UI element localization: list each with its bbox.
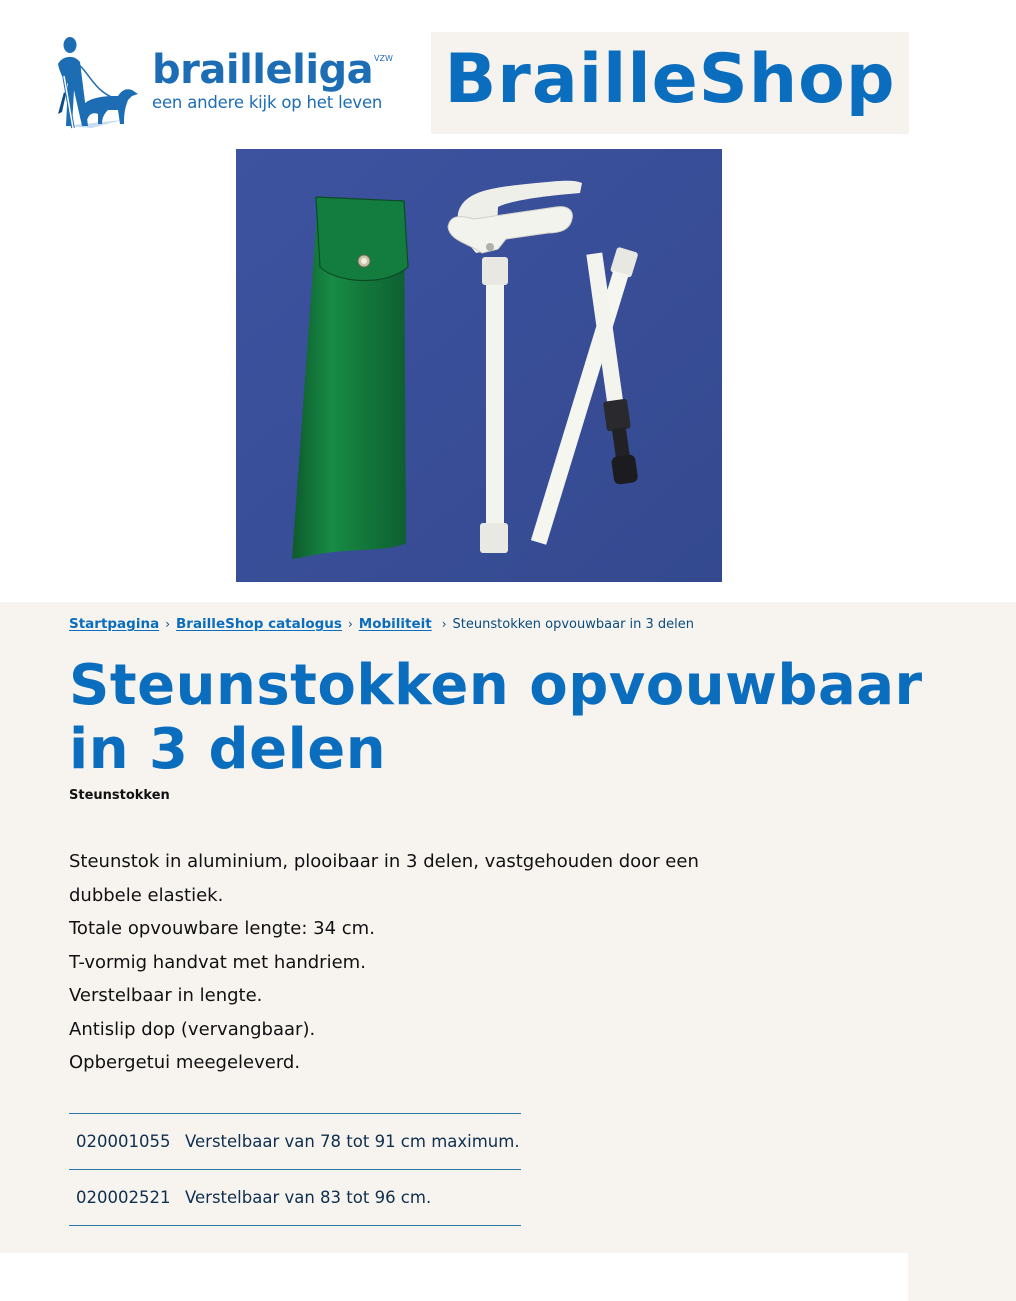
- page-header: [0, 0, 1016, 602]
- breadcrumb-startpagina[interactable]: Startpagina: [69, 616, 160, 632]
- brailleshop-banner[interactable]: [431, 32, 909, 134]
- brailleliga-logo[interactable]: [52, 34, 402, 134]
- logo-name: brailleliga: [152, 47, 374, 93]
- table-row: [69, 1114, 521, 1170]
- logo-tagline: een andere kijk op het leven: [152, 93, 383, 112]
- breadcrumb: [69, 616, 694, 632]
- product-category: Steunstokken: [69, 788, 170, 803]
- page-title: Steunstokken opvouwbaar in 3 delen: [69, 653, 923, 782]
- logo-suffix: VZW: [374, 54, 393, 63]
- description-line: T-vormig handvat met handriem.: [69, 951, 366, 973]
- variant-code: 020001055: [76, 1132, 171, 1151]
- breadcrumb-mobiliteit[interactable]: Mobiliteit: [358, 616, 432, 632]
- table-row: [69, 1170, 521, 1226]
- description-line: Antislip dop (vervangbaar).: [69, 1018, 316, 1040]
- breadcrumb-separator: ›: [441, 617, 447, 631]
- product-description: [69, 845, 749, 1080]
- variant-code: 020002521: [76, 1188, 171, 1207]
- blind-person-with-guide-dog-icon: [52, 34, 144, 132]
- description-line: Steunstok in aluminium, plooibaar in 3 delen, vastgehouden door een dubbele elastiek.: [69, 851, 699, 906]
- description-line: Verstelbaar in lengte.: [69, 985, 263, 1006]
- variants-table: [69, 1113, 521, 1226]
- breadcrumb-current: Steunstokken opvouwbaar in 3 delen: [452, 616, 695, 632]
- variant-description: Verstelbaar van 83 tot 96 cm.: [185, 1188, 432, 1207]
- description-line: Totale opvouwbare lengte: 34 cm.: [69, 918, 375, 939]
- shop-title: BrailleShop: [444, 40, 896, 119]
- description-line: Opbergetui meegeleverd.: [69, 1052, 301, 1073]
- breadcrumb-separator: ›: [165, 617, 170, 631]
- product-photo-illustration: [236, 149, 722, 582]
- variant-description: Verstelbaar van 78 tot 91 cm maximum.: [185, 1132, 520, 1151]
- breadcrumb-separator: ›: [347, 617, 353, 631]
- breadcrumb-brailleshop-catalogus[interactable]: BrailleShop catalogus: [176, 616, 342, 632]
- product-image: [236, 149, 722, 582]
- footer-area: [0, 1253, 908, 1301]
- product-content: [0, 602, 1016, 1301]
